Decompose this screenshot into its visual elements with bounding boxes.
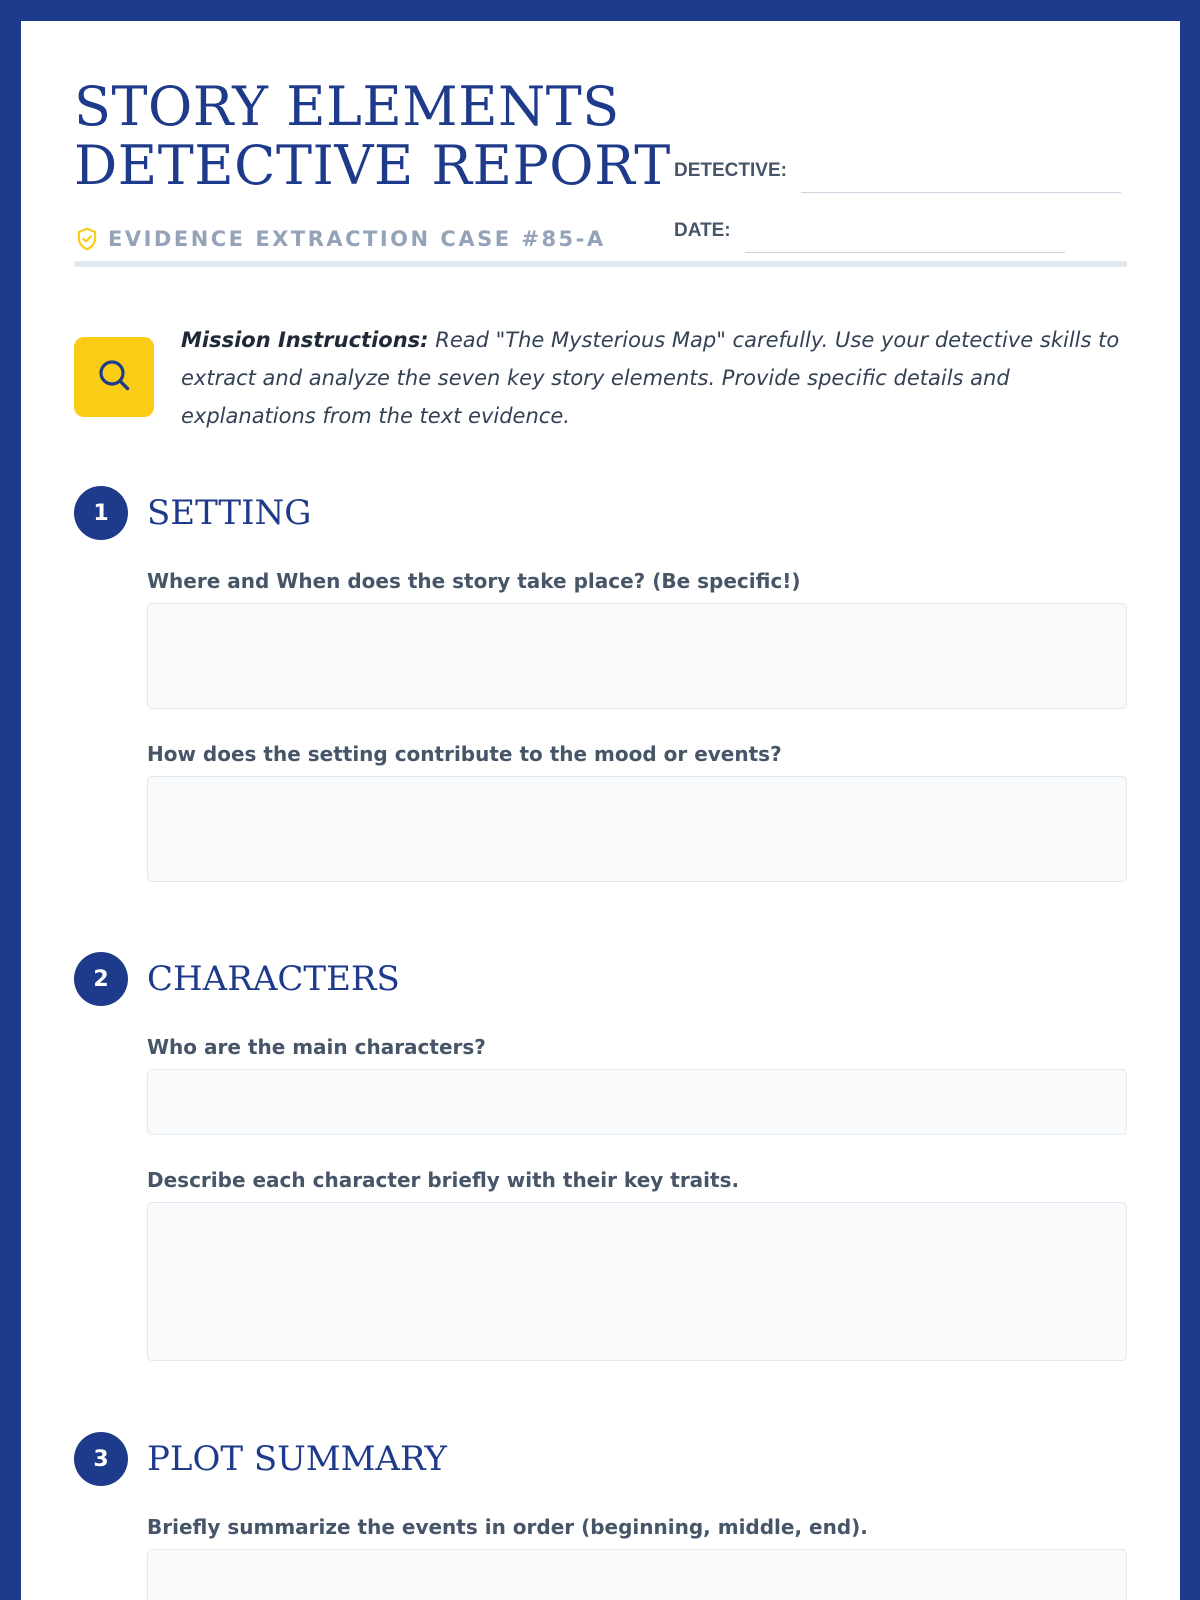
case-subtitle [74, 225, 606, 253]
section-title: SETTING [147, 493, 312, 533]
plot-summary-answer[interactable] [147, 1549, 1127, 1600]
setting-where-when-answer[interactable] [147, 603, 1127, 709]
shield-check-icon [74, 226, 100, 252]
section-characters [74, 952, 1127, 1382]
date-label: DATE: [674, 220, 731, 241]
character-traits-answer[interactable] [147, 1202, 1127, 1361]
section-number: 2 [74, 952, 128, 1006]
section-setting [74, 486, 1127, 906]
report-header [74, 77, 1127, 289]
header-divider [74, 261, 1127, 267]
section-title: CHARACTERS [147, 959, 400, 999]
section-title: PLOT SUMMARY [147, 1439, 447, 1479]
question-label: Briefly summarize the events in order (beginning, middle, end). [147, 1515, 868, 1539]
mission-lead: Mission Instructions: [181, 328, 429, 352]
mission-text [181, 321, 1121, 435]
section-plot-summary [74, 1432, 1127, 1600]
question-label: Who are the main characters? [147, 1035, 486, 1059]
section-number: 3 [74, 1432, 128, 1486]
question-label: Where and When does the story take place? (Be specific!) [147, 569, 801, 593]
detective-input-line[interactable] [801, 192, 1121, 193]
setting-mood-answer[interactable] [147, 776, 1127, 882]
date-input-line[interactable] [745, 252, 1065, 253]
question-label: Describe each character briefly with their key traits. [147, 1168, 740, 1192]
date-field [674, 221, 1065, 241]
detective-field [674, 161, 1121, 181]
magnifier-icon [94, 355, 134, 400]
page-title [74, 77, 671, 195]
detective-label: DETECTIVE: [674, 160, 787, 181]
mission-body: Read "The Mysterious Map" carefully. Use your detective skills to extract and analyze the seven key story elements. Provide specific details and explanations from the text evidence. [181, 328, 1120, 428]
worksheet-page [21, 21, 1180, 1600]
question-label: How does the setting contribute to the mood or events? [147, 742, 782, 766]
case-label: EVIDENCE EXTRACTION CASE #85-A [108, 227, 606, 251]
main-characters-answer[interactable] [147, 1069, 1127, 1135]
mission-badge [74, 337, 154, 417]
title-line-2: DETECTIVE REPORT [74, 134, 671, 197]
section-number: 1 [74, 486, 128, 540]
title-line-1: STORY ELEMENTS [74, 75, 620, 138]
